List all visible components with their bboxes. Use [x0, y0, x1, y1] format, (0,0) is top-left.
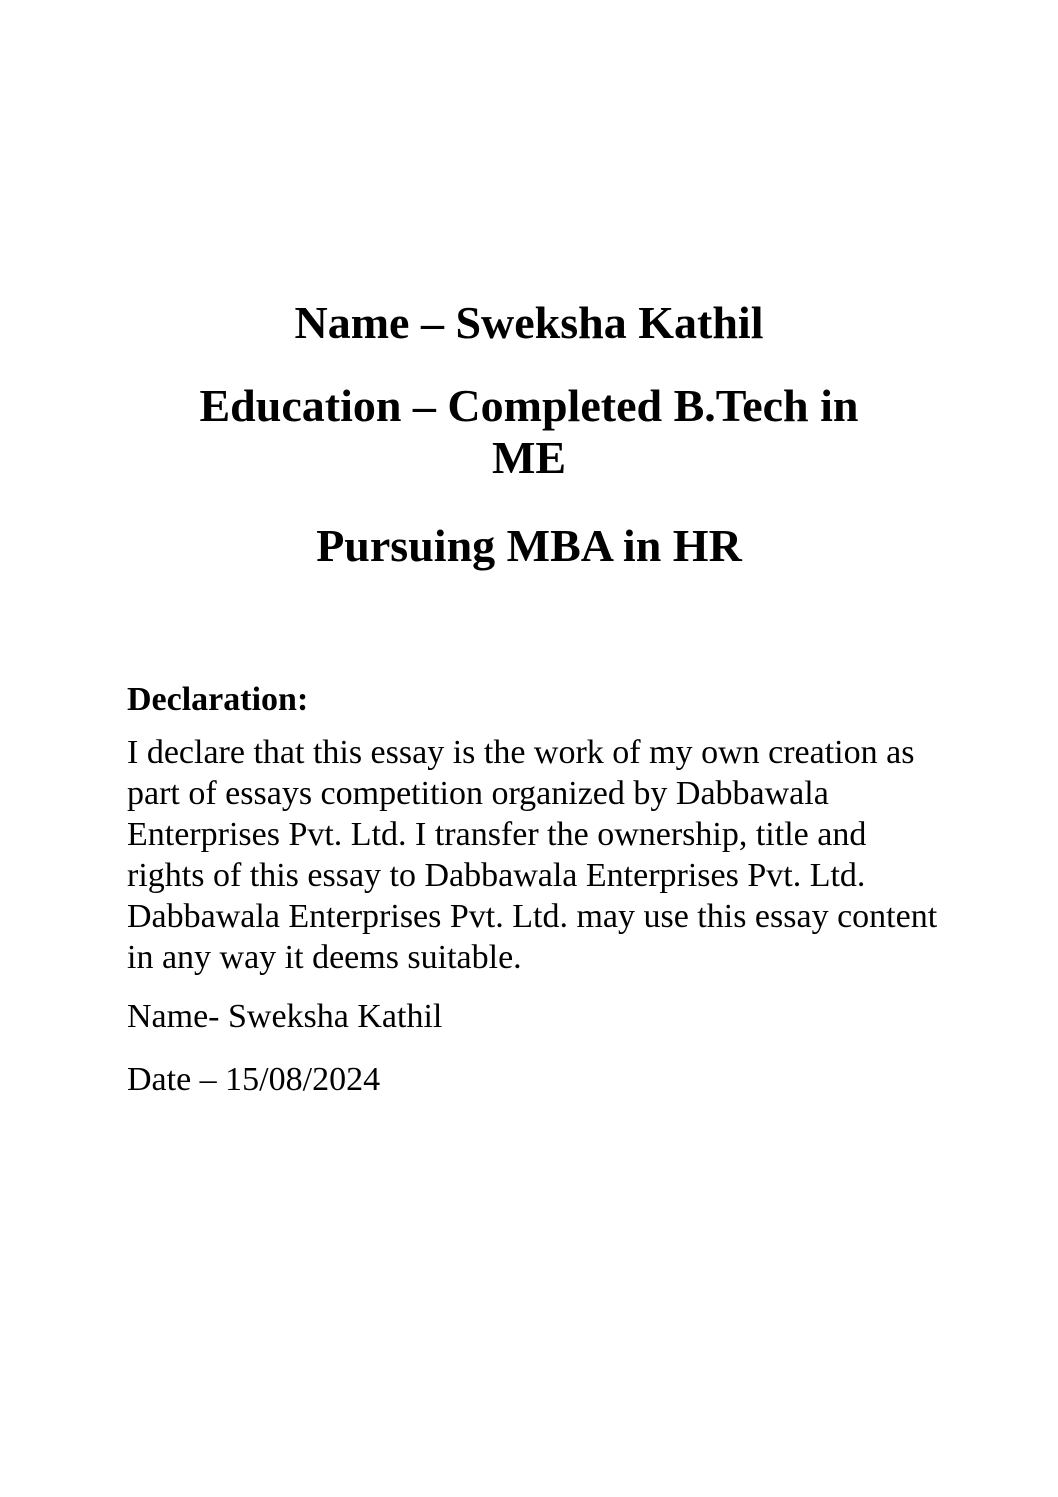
- declaration-title: Declaration:: [127, 681, 309, 718]
- pursuing-heading: Pursuing MBA in HR: [316, 520, 742, 571]
- name-heading: Name – Sweksha Kathil: [294, 297, 764, 348]
- declaration-date: Date – 15/08/2024: [127, 1061, 381, 1098]
- education-heading: Education – Completed B.Tech in ME: [199, 380, 859, 483]
- declaration-section: [127, 680, 947, 1100]
- declaration-name: Name- Sweksha Kathil: [127, 998, 443, 1035]
- declaration-text: I declare that this essay is the work of my own creation as part of essays competition organized by Dabbawala Enterprises Pvt. Ltd. I transfer the ownership, title and rights of this essay to Dabbawala Enterprises Pvt. Ltd. Dabbawala Enterprises Pvt. Ltd. may use this essay content in any way it deems suitable.: [127, 734, 938, 976]
